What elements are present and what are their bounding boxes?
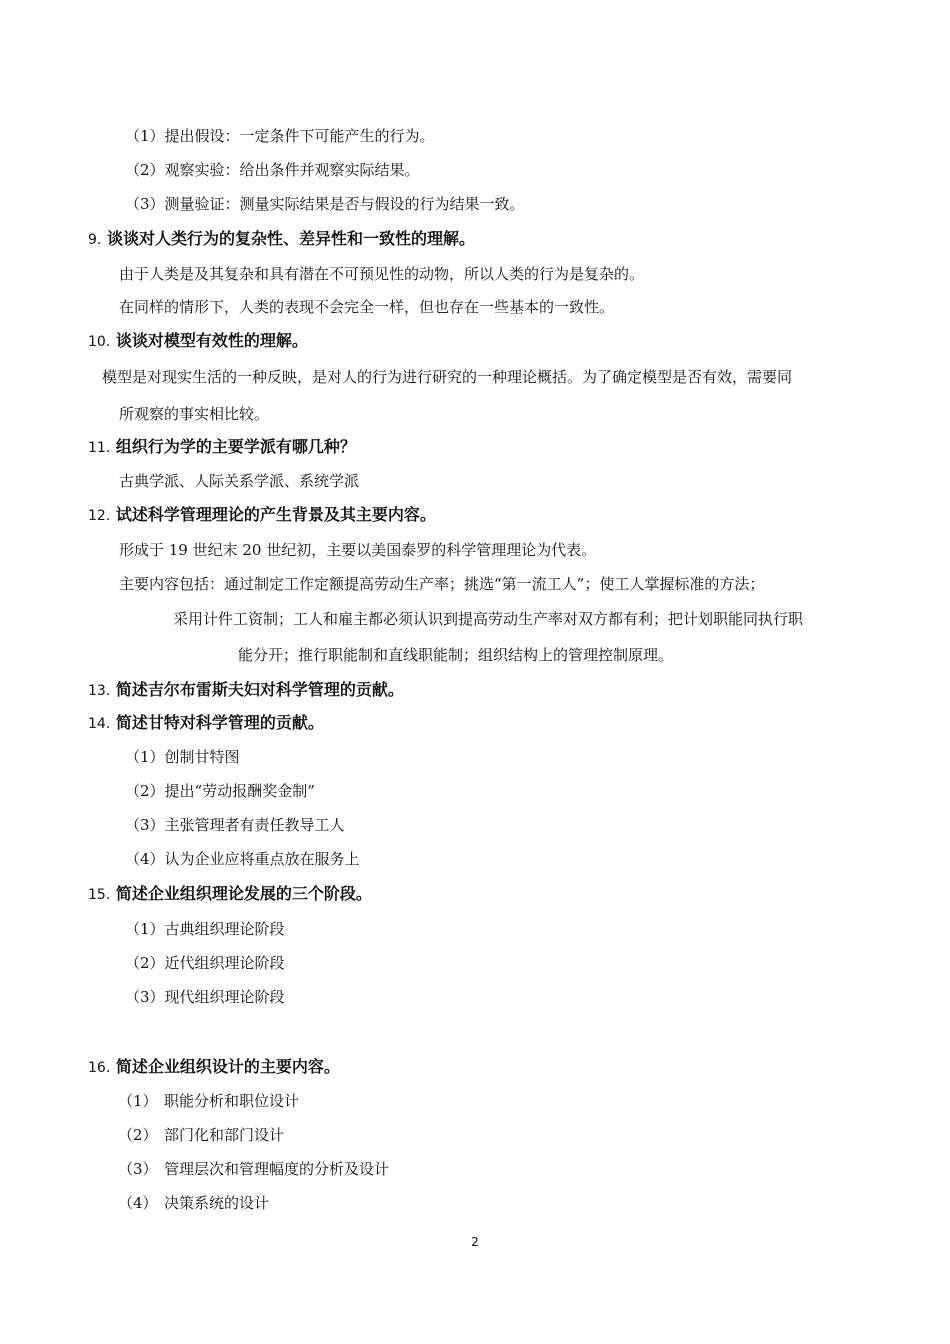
- question-text: 简述企业组织设计的主要内容。: [115, 1057, 340, 1076]
- answer-paragraph: 形成于 19 世纪末 20 世纪初，主要以美国泰罗的科学管理理论为代表。: [119, 541, 597, 559]
- question-text: 简述吉尔布雷斯夫妇对科学管理的贡献。: [115, 680, 404, 699]
- list-item: （3）主张管理者有责任教导工人: [125, 816, 345, 834]
- answer-paragraph: 在同样的情形下，人类的表现不会完全一样，但也存在一些基本的一致性。: [119, 298, 615, 316]
- question-heading: [88, 437, 356, 458]
- question-text: 组织行为学的主要学派有哪几种？: [115, 437, 356, 456]
- list-text: 决策系统的设计: [164, 1194, 270, 1212]
- list-item: [118, 1091, 299, 1111]
- list-text: 职能分析和职位设计: [164, 1092, 300, 1110]
- list-item: （2）观察实验：给出条件并观察实际结果。: [125, 161, 420, 179]
- list-item: [118, 1159, 389, 1179]
- question-number: 13.: [88, 683, 111, 699]
- list-text: 部门化和部门设计: [164, 1126, 285, 1144]
- question-number: 10.: [88, 334, 111, 350]
- question-number: 9.: [88, 232, 102, 248]
- question-text: 谈谈对模型有效性的理解。: [115, 331, 308, 350]
- question-heading: [88, 713, 324, 734]
- question-text: 简述企业组织理论发展的三个阶段。: [115, 884, 372, 903]
- answer-paragraph: 模型是对现实生活的一种反映，是对人的行为进行研究的一种理论概括。为了确定模型是否有效，需要同: [102, 368, 793, 386]
- list-item: （2）提出“劳动报酬奖金制”: [125, 782, 315, 800]
- list-marker: （2）: [118, 1126, 158, 1144]
- answer-paragraph: 能分开；推行职能制和直线职能制；组织结构上的管理控制原理。: [238, 646, 674, 664]
- answer-paragraph: 采用计件工资制；工人和雇主都必须认识到提高劳动生产率对双方都有利；把计划职能同执行职: [173, 610, 804, 628]
- list-item: [118, 1193, 269, 1213]
- list-item: （1）古典组织理论阶段: [125, 920, 285, 938]
- list-item: （3）测量验证：测量实际结果是否与假设的行为结果一致。: [125, 195, 525, 213]
- page-number: 2: [471, 1235, 479, 1249]
- list-text: 管理层次和管理幅度的分析及设计: [164, 1160, 390, 1178]
- question-number: 15.: [88, 887, 111, 903]
- question-heading: [88, 1057, 340, 1078]
- list-item: （1）提出假设：一定条件下可能产生的行为。: [125, 127, 435, 145]
- answer-paragraph: 所观察的事实相比较。: [119, 405, 270, 423]
- answer-paragraph: 由于人类是及其复杂和具有潜在不可预见性的动物，所以人类的行为是复杂的。: [119, 265, 645, 283]
- list-item: （1）创制甘特图: [125, 748, 240, 766]
- answer-paragraph: 古典学派、人际关系学派、系统学派: [119, 472, 360, 490]
- question-number: 11.: [88, 440, 111, 456]
- question-heading: [88, 331, 308, 352]
- question-number: 16.: [88, 1060, 111, 1076]
- question-heading: [88, 884, 372, 905]
- list-marker: （1）: [118, 1092, 158, 1110]
- question-number: 12.: [88, 508, 111, 524]
- list-item: （2）近代组织理论阶段: [125, 954, 285, 972]
- answer-paragraph: 主要内容包括：通过制定工作定额提高劳动生产率；挑选“第一流工人”；使工人掌握标准的方法；: [119, 575, 765, 593]
- question-heading: [88, 505, 436, 526]
- question-text: 试述科学管理理论的产生背景及其主要内容。: [115, 505, 436, 524]
- question-heading: [88, 229, 475, 250]
- question-text: 谈谈对人类行为的复杂性、差异性和一致性的理解。: [106, 229, 475, 248]
- list-marker: （3）: [118, 1160, 158, 1178]
- question-heading: [88, 680, 404, 701]
- question-text: 简述甘特对科学管理的贡献。: [115, 713, 324, 732]
- list-item: （4）认为企业应将重点放在服务上: [125, 850, 360, 868]
- list-item: （3）现代组织理论阶段: [125, 988, 285, 1006]
- question-number: 14.: [88, 716, 111, 732]
- list-marker: （4）: [118, 1194, 158, 1212]
- list-item: [118, 1125, 284, 1145]
